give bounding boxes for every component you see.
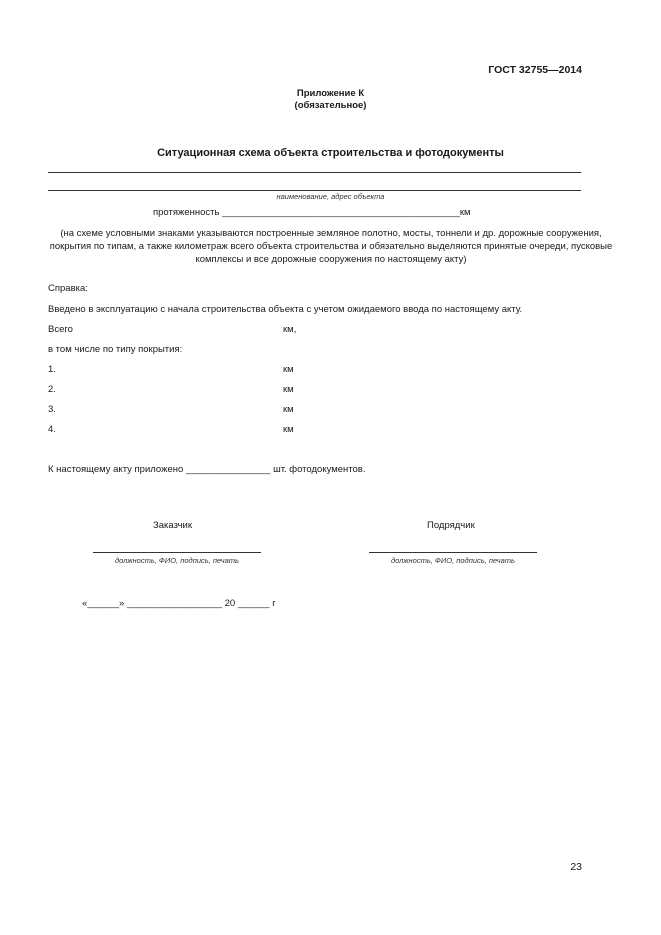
- total-label: Всего: [48, 324, 73, 335]
- customer-label: Заказчик: [153, 520, 193, 531]
- contractor-signature-line: [369, 552, 537, 553]
- customer-signature-line: [93, 552, 261, 553]
- standard-number: ГОСТ 32755—2014: [488, 64, 582, 76]
- reference-title: Справка:: [48, 283, 88, 294]
- customer-signature-caption: должность, ФИО, подпись, печать: [114, 556, 239, 565]
- item-4-num: 4.: [48, 424, 56, 435]
- length-unit: км: [459, 207, 471, 218]
- object-name-line-1: [48, 172, 581, 173]
- item-1-unit: км: [283, 364, 294, 375]
- object-name-line-2: [48, 190, 581, 191]
- attached-photos: К настоящему акту приложено ________________ шт. фотодокументов.: [48, 464, 366, 475]
- item-3-num: 3.: [48, 404, 56, 415]
- document-title: Ситуационная схема объекта строительства и фотодокументы: [157, 147, 504, 159]
- length-label: протяженность: [153, 207, 220, 218]
- by-type-label: в том числе по типу покрытия:: [48, 344, 183, 355]
- item-2-unit: км: [283, 384, 294, 395]
- length-blank: _____________________________________________: [222, 207, 460, 218]
- item-2-num: 2.: [48, 384, 56, 395]
- contractor-label: Подрядчик: [427, 520, 475, 531]
- item-1-num: 1.: [48, 364, 56, 375]
- item-4-unit: км: [283, 424, 294, 435]
- scheme-note: (на схеме условными знаками указываются построенные земляное полотно, мосты, тоннели и др. дорожные сооружения, покрытия по типам, а также километраж всего объекта строительства и обязательно выделяются принятые очереди, пусковые комплексы и все дорожные сооружения по настоящему акту): [49, 228, 613, 265]
- object-name-caption: наименование, адрес объекта: [276, 192, 385, 201]
- contractor-signature-caption: должность, ФИО, подпись, печать: [390, 556, 515, 565]
- reference-intro: Введено в эксплуатацию с начала строительства объекта с учетом ожидаемого ввода по настоящему акту.: [48, 304, 523, 315]
- item-3-unit: км: [283, 404, 294, 415]
- annex-status: (обязательное): [294, 100, 367, 111]
- page-number: 23: [570, 861, 582, 873]
- date-line: «______» __________________ 20 ______ г: [82, 598, 276, 609]
- total-unit: км,: [283, 324, 297, 335]
- length-row: [153, 207, 471, 218]
- annex-title: Приложение К: [296, 88, 365, 99]
